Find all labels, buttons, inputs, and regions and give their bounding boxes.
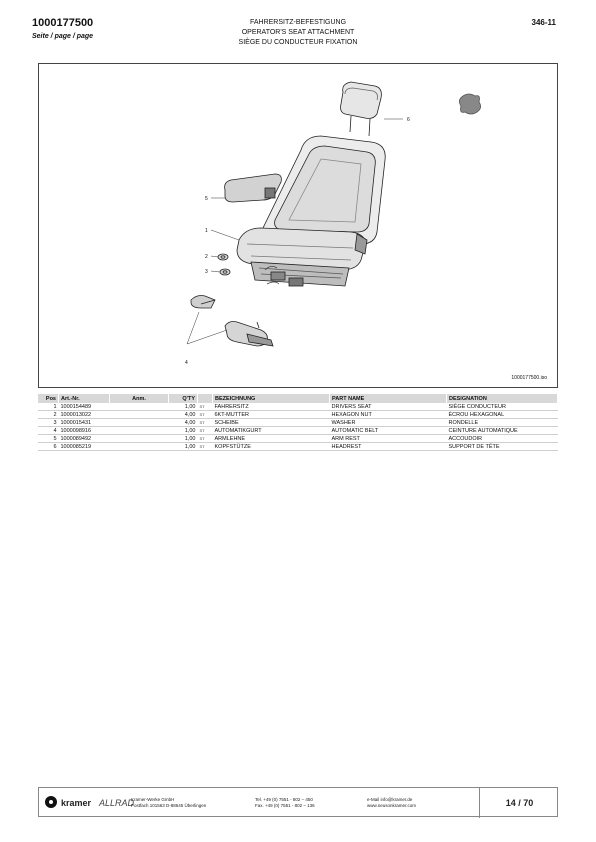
headrest-drawing bbox=[341, 82, 382, 136]
cell-remark bbox=[110, 403, 169, 411]
cell-quantity: 1,00 bbox=[169, 435, 198, 443]
cell-designation: RONDELLE bbox=[447, 419, 558, 427]
cell-remark bbox=[110, 443, 169, 451]
cell-remark bbox=[110, 419, 169, 427]
exploded-drawing bbox=[38, 63, 558, 388]
cell-unit: ST bbox=[198, 403, 213, 411]
cell-bezeichnung: SCHEIBE bbox=[213, 419, 330, 427]
cell-unit: ST bbox=[198, 435, 213, 443]
cell-quantity: 1,00 bbox=[169, 443, 198, 451]
col-designation: DESIGNATION bbox=[447, 394, 558, 403]
armrest-drawing bbox=[225, 174, 282, 202]
cell-part-name: HEXAGON NUT bbox=[330, 411, 447, 419]
page-footer bbox=[38, 787, 558, 817]
cell-part-name: AUTOMATIC BELT bbox=[330, 427, 447, 435]
cell-bezeichnung: ARMLEHNE bbox=[213, 435, 330, 443]
cell-unit: ST bbox=[198, 443, 213, 451]
telephone: Tel. +49 (0) 7551 - 802 – 450 bbox=[255, 797, 313, 802]
cell-designation: SIÈGE CONDUCTEUR bbox=[447, 403, 558, 411]
page-label: Seite / page / page bbox=[32, 33, 94, 40]
cell-remark bbox=[110, 411, 169, 419]
cell-pos: 6 bbox=[38, 443, 59, 451]
table-header-row bbox=[38, 394, 558, 403]
company-name: Kramer-Werke GmbH bbox=[131, 797, 175, 802]
col-part-name: PART NAME bbox=[330, 394, 447, 403]
seat-back-drawing bbox=[263, 136, 385, 244]
cell-pos: 1 bbox=[38, 403, 59, 411]
cell-designation: CEINTURE AUTOMATIQUE bbox=[447, 427, 558, 435]
callout-4: 4 bbox=[185, 360, 188, 366]
cell-unit: ST bbox=[198, 427, 213, 435]
cell-part-name: WASHER bbox=[330, 419, 447, 427]
col-quantity: Q'TY bbox=[169, 394, 198, 403]
material-symbol bbox=[459, 94, 480, 114]
company-address: Postfach 101563 D-88645 Überlingen bbox=[131, 803, 207, 808]
cell-part-name: DRIVERS SEAT bbox=[330, 403, 447, 411]
callout-5: 5 bbox=[205, 196, 208, 202]
cell-remark bbox=[110, 435, 169, 443]
brand-suffix: ALLRAD bbox=[99, 798, 135, 808]
fax: Fax. +49 (0) 7551 - 802 – 136 bbox=[255, 803, 315, 808]
kramer-logo-icon bbox=[45, 796, 57, 808]
cell-pos: 4 bbox=[38, 427, 59, 435]
cell-article-number: 1000089492 bbox=[59, 435, 110, 443]
cell-quantity: 1,00 bbox=[169, 403, 198, 411]
section-number: 346-11 bbox=[531, 18, 556, 27]
title-english: OPERATOR'S SEAT ATTACHMENT bbox=[241, 29, 355, 36]
col-unit bbox=[198, 394, 213, 403]
cell-article-number: 1000085219 bbox=[59, 443, 110, 451]
cell-bezeichnung: KOPFSTÜTZE bbox=[213, 443, 330, 451]
cell-quantity: 1,00 bbox=[169, 427, 198, 435]
parts-table bbox=[38, 394, 558, 451]
page-number: 14 / 70 bbox=[479, 788, 559, 818]
cell-article-number: 1000015431 bbox=[59, 419, 110, 427]
callout-6: 6 bbox=[407, 117, 410, 123]
cell-pos: 3 bbox=[38, 419, 59, 427]
cell-part-name: HEADREST bbox=[330, 443, 447, 451]
cell-remark bbox=[110, 427, 169, 435]
col-pos: Pos bbox=[38, 394, 59, 403]
cell-bezeichnung: AUTOMATIKGURT bbox=[213, 427, 330, 435]
cell-quantity: 4,00 bbox=[169, 411, 198, 419]
cell-pos: 2 bbox=[38, 411, 59, 419]
title-french: SIÈGE DU CONDUCTEUR FIXATION bbox=[238, 39, 358, 46]
cell-unit: ST bbox=[198, 411, 213, 419]
document-number: 1000177500 bbox=[32, 17, 94, 29]
parts-table-body bbox=[38, 403, 558, 451]
seat-illustration bbox=[39, 64, 559, 389]
email: e-Mail info@kramer.de bbox=[367, 797, 413, 802]
cell-article-number: 1000154489 bbox=[59, 403, 110, 411]
title-german: FAHRERSITZ-BEFESTIGUNG bbox=[249, 19, 347, 26]
callout-1: 1 bbox=[205, 228, 208, 234]
cell-part-name: ARM REST bbox=[330, 435, 447, 443]
cell-article-number: 1000098916 bbox=[59, 427, 110, 435]
cell-designation: SUPPORT DE TÊTE bbox=[447, 443, 558, 451]
table-row bbox=[38, 403, 558, 411]
cell-article-number: 1000013022 bbox=[59, 411, 110, 419]
cell-unit: ST bbox=[198, 419, 213, 427]
table-row bbox=[38, 419, 558, 427]
cell-bezeichnung: 6KT-MUTTER bbox=[213, 411, 330, 419]
drawing-reference: 1000177500.iso bbox=[511, 375, 547, 381]
table-row bbox=[38, 435, 558, 443]
cell-designation: ÉCROU HEXAGONAL bbox=[447, 411, 558, 419]
col-bezeichnung: BEZEICHNUNG bbox=[213, 394, 330, 403]
table-row bbox=[38, 427, 558, 435]
cell-quantity: 4,00 bbox=[169, 419, 198, 427]
title-block bbox=[0, 18, 596, 48]
brand-name: kramer bbox=[61, 798, 92, 808]
cell-bezeichnung: FAHRERSITZ bbox=[213, 403, 330, 411]
table-row bbox=[38, 443, 558, 451]
website: www.neusonkramer.com bbox=[367, 803, 417, 808]
col-article-number: Art.-Nr. bbox=[59, 394, 110, 403]
cell-pos: 5 bbox=[38, 435, 59, 443]
col-remark: Anm. bbox=[110, 394, 169, 403]
cell-designation: ACCOUDOIR bbox=[447, 435, 558, 443]
table-row bbox=[38, 411, 558, 419]
callout-2: 2 bbox=[205, 254, 208, 260]
callout-3: 3 bbox=[205, 269, 208, 275]
